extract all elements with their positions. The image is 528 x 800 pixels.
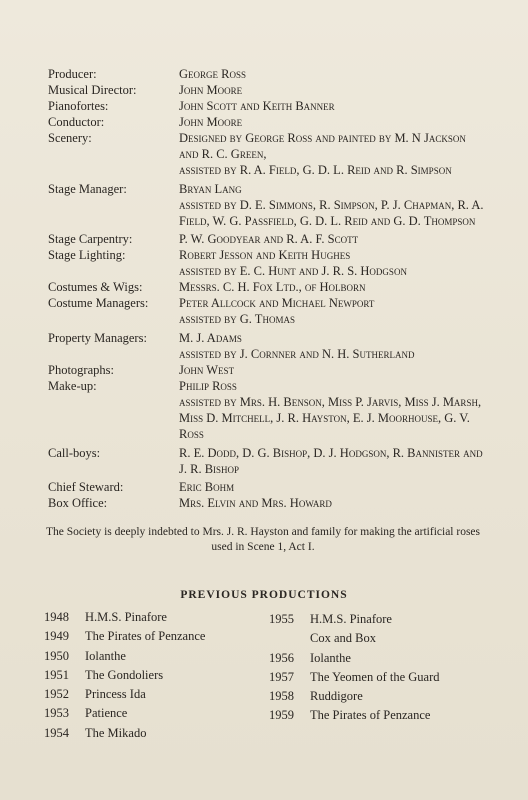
- productions-column-left: [44, 608, 205, 743]
- credit-role: Stage Lighting:: [48, 248, 126, 262]
- credit-role: Costume Managers:: [48, 296, 149, 310]
- credit-row: [48, 479, 488, 495]
- credit-role: Property Managers:: [48, 331, 147, 345]
- credit-role: Photographs:: [48, 363, 114, 377]
- production-title: Ruddigore: [310, 689, 363, 704]
- credit-role: Musical Director:: [48, 83, 137, 97]
- production-item: [269, 687, 440, 706]
- production-title: H.M.S. Pinafore: [85, 610, 167, 624]
- production-title: H.M.S. Pinafore: [310, 612, 392, 626]
- credit-names: [179, 479, 488, 495]
- production-item: [44, 685, 205, 704]
- production-title: The Gondoliers: [85, 667, 164, 682]
- credit-names: [179, 66, 488, 82]
- production-year: 1949: [44, 629, 69, 644]
- production-year: 1954: [44, 725, 69, 740]
- credit-line: John Moore: [179, 83, 243, 97]
- productions-column-right: [269, 610, 440, 726]
- credit-line: R. E. Dodd, D. G. Bishop, D. J. Hodgson, R. Bannister and J. R. Bishop: [179, 446, 483, 476]
- production-title: Iolanthe: [310, 650, 351, 665]
- credit-names: [179, 295, 488, 327]
- production-item: [44, 666, 205, 685]
- credit-line: assisted by G. Thomas: [179, 312, 295, 326]
- production-item: [269, 706, 440, 725]
- production-item: [269, 668, 440, 687]
- credit-row: [48, 445, 488, 477]
- credit-row: [48, 66, 488, 82]
- credit-role: Box Office:: [48, 496, 108, 510]
- credit-names: [179, 98, 488, 114]
- credit-row: [48, 231, 488, 247]
- credit-row: [48, 98, 488, 114]
- production-title: The Yeomen of the Guard: [310, 669, 440, 684]
- credit-row: [48, 362, 488, 378]
- production-title: The Mikado: [85, 725, 147, 740]
- production-item: [44, 608, 205, 627]
- credit-row: [48, 330, 488, 362]
- production-item: [44, 647, 205, 666]
- production-item: [44, 704, 205, 723]
- credit-names: [179, 247, 488, 279]
- credit-row: [48, 378, 488, 442]
- production-title: The Pirates of Penzance: [85, 629, 206, 644]
- credit-names: [179, 82, 488, 98]
- credit-row: [48, 114, 488, 130]
- previous-productions-heading: PREVIOUS PRODUCTIONS: [180, 589, 348, 601]
- credit-line: Messrs. C. H. Fox Ltd., of Holborn: [179, 280, 366, 294]
- credit-row: [48, 279, 488, 295]
- credit-names: [179, 330, 488, 362]
- credit-line: John Moore: [179, 115, 243, 129]
- credit-role: Stage Carpentry:: [48, 232, 133, 246]
- production-title: Patience: [85, 706, 128, 721]
- credit-row: [48, 247, 488, 279]
- credit-names: [179, 114, 488, 130]
- credit-names: [179, 279, 488, 295]
- production-title: Iolanthe: [85, 648, 126, 663]
- production-item: [44, 724, 205, 743]
- credit-line: Robert Jesson and Keith Hughes: [179, 248, 351, 262]
- credit-line: assisted by D. E. Simmons, R. Simpson, P. J. Chapman, R. A. Field, W. G. Passfield, G. D. L. Reid and G. D. Thompson: [179, 198, 484, 228]
- credit-line: John West: [179, 363, 235, 377]
- credit-row: [48, 130, 488, 178]
- production-item: [269, 629, 440, 648]
- credit-names: [179, 181, 488, 229]
- credit-names: [179, 130, 488, 178]
- credit-line: John Scott and Keith Banner: [179, 99, 335, 113]
- production-title: Princess Ida: [85, 687, 146, 702]
- production-item: [44, 627, 205, 646]
- credit-line: P. W. Goodyear and R. A. F. Scott: [179, 232, 359, 246]
- credit-line: Philip Ross: [179, 379, 237, 393]
- credit-row: [48, 181, 488, 229]
- credit-row: [48, 82, 488, 98]
- production-year: 1959: [269, 708, 294, 723]
- credit-role: Conductor:: [48, 115, 105, 129]
- acknowledgement-note: The Society is deeply indebted to Mrs. J. R. Hayston and family for making the artificial roses used in Scene 1, Act I.: [45, 526, 481, 553]
- credit-line: Mrs. Elvin and Mrs. Howard: [179, 496, 332, 510]
- credit-line: assisted by R. A. Field, G. D. L. Reid and R. Simpson: [179, 163, 452, 177]
- credit-role: Stage Manager:: [48, 182, 127, 196]
- production-year: 1951: [44, 667, 69, 682]
- credit-role: Call-boys:: [48, 446, 101, 460]
- production-year: 1957: [269, 669, 294, 684]
- production-year: 1948: [44, 610, 69, 624]
- production-year: 1956: [269, 650, 294, 665]
- credit-names: [179, 495, 488, 511]
- credit-line: M. J. Adams: [179, 331, 242, 345]
- credit-line: Bryan Lang: [179, 182, 242, 196]
- credit-names: [179, 231, 488, 247]
- credit-row: [48, 295, 488, 327]
- credit-line: assisted by Mrs. H. Benson, Miss P. Jarvis, Miss J. Marsh, Miss D. Mitchell, J. R. Hayston, E. J. Moorhouse, G. V. Ross: [179, 395, 482, 441]
- production-year: 1955: [269, 612, 294, 626]
- credit-names: [179, 445, 488, 477]
- credit-role: Chief Steward:: [48, 480, 124, 494]
- credit-role: Costumes & Wigs:: [48, 280, 143, 294]
- credit-role: Scenery:: [48, 131, 92, 145]
- credit-line: assisted by J. Cornner and N. H. Sutherland: [179, 347, 415, 361]
- credit-role: Make-up:: [48, 379, 97, 393]
- credit-names: [179, 362, 488, 378]
- production-title: Cox and Box: [310, 631, 376, 646]
- production-item: [269, 649, 440, 668]
- credit-line: Designed by George Ross and painted by M. N Jackson and R. C. Green,: [179, 131, 466, 161]
- production-year: 1950: [44, 648, 69, 663]
- credit-line: George Ross: [179, 67, 246, 81]
- credits-list: [48, 66, 488, 511]
- production-year: 1958: [269, 689, 294, 704]
- production-item: [269, 610, 440, 629]
- credit-line: Peter Allcock and Michael Newport: [179, 296, 375, 310]
- production-title: The Pirates of Penzance: [310, 708, 431, 723]
- credit-line: assisted by E. C. Hunt and J. R. S. Hodgson: [179, 264, 407, 278]
- credit-role: Pianofortes:: [48, 99, 109, 113]
- credit-line: Eric Bohm: [179, 480, 235, 494]
- credit-row: [48, 495, 488, 511]
- production-year: 1952: [44, 687, 69, 702]
- production-year: 1953: [44, 706, 69, 721]
- credit-names: [179, 378, 488, 442]
- credit-role: Producer:: [48, 67, 97, 81]
